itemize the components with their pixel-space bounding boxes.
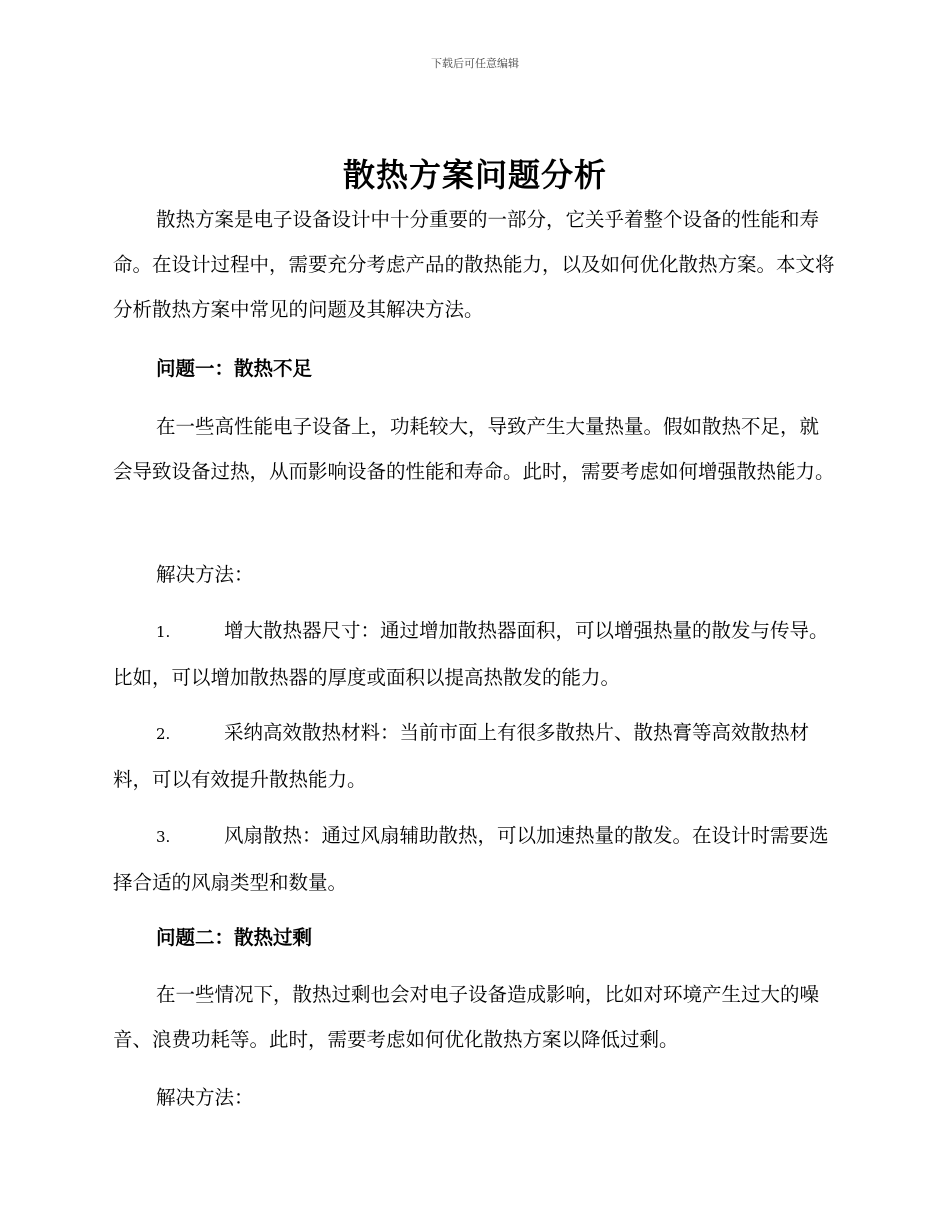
intro-paragraph: 散热方案是电子设备设计中十分重要的一部分，它关乎着整个设备的性能和寿命。在设计过程中，需要充分考虑产品的散热能力，以及如何优化散热方案。本文将分析散热方案中常见的问题及其解决方法。 — [113, 208, 835, 321]
list-item-text: 风扇散热：通过风扇辅助散热，可以加速热量的散发。在设计时需要选择合适的风扇类型和数量。 — [113, 824, 829, 894]
section-1-solution-label: 解决方法： — [156, 563, 254, 586]
section-heading-1: 问题一：散热不足 — [156, 357, 313, 380]
solution-list-item-2 — [113, 710, 835, 802]
header-note: 下载后可任意编辑 — [431, 57, 519, 70]
section-heading-2: 问题二：散热过剩 — [156, 926, 313, 949]
page-title: 散热方案问题分析 — [342, 156, 607, 194]
solution-list-item-3 — [113, 813, 835, 905]
list-item-text: 增大散热器尺寸：通过增加散热器面积，可以增强热量的散发与传导。比如，可以增加散热器的厚度或面积以提高热散发的能力。 — [113, 619, 829, 689]
list-item-text: 采纳高效散热材料：当前市面上有很多散热片、散热膏等高效散热材料，可以有效提升散热能力。 — [113, 721, 810, 791]
list-item-number: 3. — [156, 828, 171, 846]
section-2-paragraph: 在一些情况下，散热过剩也会对电子设备造成影响，比如对环境产生过大的噪音、浪费功耗等。此时，需要考虑如何优化散热方案以降低过剩。 — [113, 983, 820, 1051]
section-2-solution-label: 解决方法： — [156, 1086, 254, 1109]
list-item-number: 2. — [156, 725, 171, 743]
list-item-number: 1. — [156, 623, 171, 641]
solution-list-item-1 — [113, 608, 835, 700]
section-1-paragraph: 在一些高性能电子设备上，功耗较大，导致产生大量热量。假如散热不足，就会导致设备过热，从而影响设备的性能和寿命。此时，需要考虑如何增强散热能力。 — [113, 415, 835, 483]
